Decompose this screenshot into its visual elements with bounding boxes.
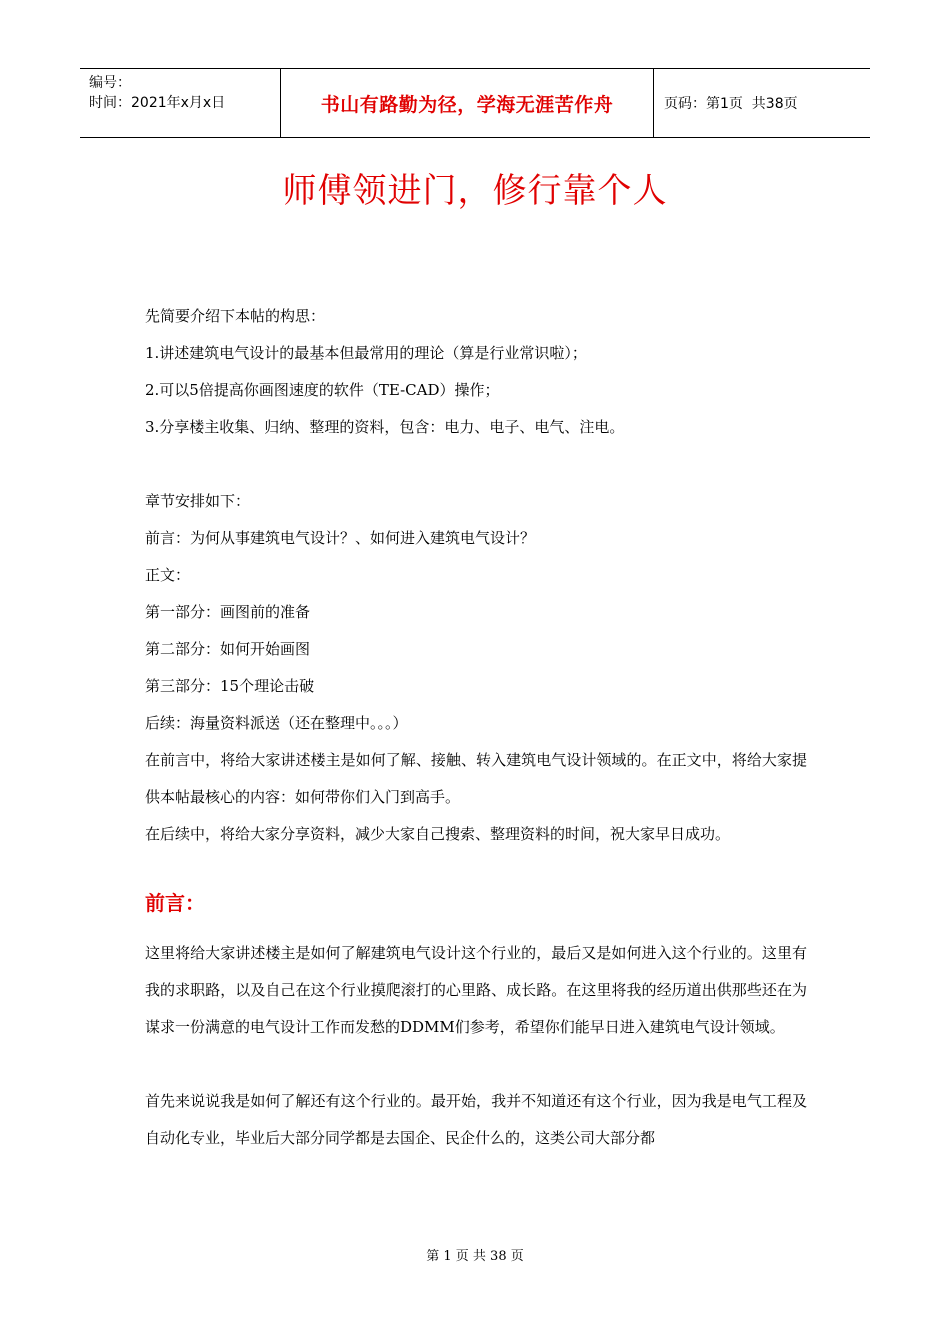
- preface-heading: 前言：: [145, 891, 205, 915]
- chapter-item: 后续：海量资料派送（还在整理中。。。）: [145, 714, 408, 732]
- spacer: [145, 446, 807, 483]
- page-footer: 第 1 页 共 38 页: [426, 1249, 524, 1264]
- intro-item: 1.讲述建筑电气设计的最基本但最常用的理论（算是行业常识啦）；: [145, 344, 587, 362]
- header-meta-cell: [80, 69, 281, 137]
- page-title: 师傅领进门，修行靠个人: [282, 171, 668, 211]
- chapter-item: 第一部分：画图前的准备: [145, 603, 311, 621]
- document-header: [80, 68, 870, 138]
- chapter-item: 第二部分：如何开始画图: [145, 640, 311, 658]
- chapter-item: 第三部分：15个理论击破: [145, 677, 315, 695]
- preface-paragraph-2: 首先来说说我是如何了解还有这个行业的。最开始，我并不知道还有这个行业，因为我是电气工程及自动化专业，毕业后大部分同学都是去国企、民企什么的，这类公司大部分都: [145, 1092, 807, 1147]
- chapter-item: 前言：为何从事建筑电气设计？、如何进入建筑电气设计？: [145, 529, 536, 547]
- preface-paragraph-1: 这里将给大家讲述楼主是如何了解建筑电气设计这个行业的，最后又是如何进入这个行业的。这里有我的求职路，以及自己在这个行业摸爬滚打的心里路、成长路。在这里将我的经历道出供那些还在为谋求一份满意的电气设计工作而发愁的DDMM们参考，希望你们能早日进入建筑电气设计领域。: [145, 944, 807, 1036]
- intro-item: 2.可以5倍提高你画图速度的软件（TE-CAD）操作；: [145, 381, 500, 399]
- time-label: 时间：2021年x月x日: [89, 95, 226, 111]
- intro-item: 3.分享楼主收集、归纳、整理的资料，包含：电力、电子、电气、注电。: [145, 418, 625, 436]
- number-label: 编号：: [89, 75, 131, 91]
- chapter-item: 正文：: [145, 566, 191, 584]
- chapters-summary-1: 在前言中，将给大家讲述楼主是如何了解、接触、转入建筑电气设计领域的。在正文中，将给大家提供本帖最核心的内容：如何带你们入门到高手。: [145, 751, 807, 806]
- chapters-summary-2: 在后续中，将给大家分享资料，减少大家自己搜索、整理资料的时间，祝大家早日成功。: [145, 825, 731, 843]
- header-motto: 书山有路勤为径，学海无涯苦作舟: [281, 69, 654, 137]
- header-page-label: 页码：第1页 共38页: [664, 96, 798, 112]
- chapters-lead: 章节安排如下：: [145, 492, 251, 510]
- document-body: [145, 298, 807, 1157]
- spacer: [145, 1046, 807, 1083]
- intro-lead: 先简要介绍下本帖的构思：: [145, 307, 326, 325]
